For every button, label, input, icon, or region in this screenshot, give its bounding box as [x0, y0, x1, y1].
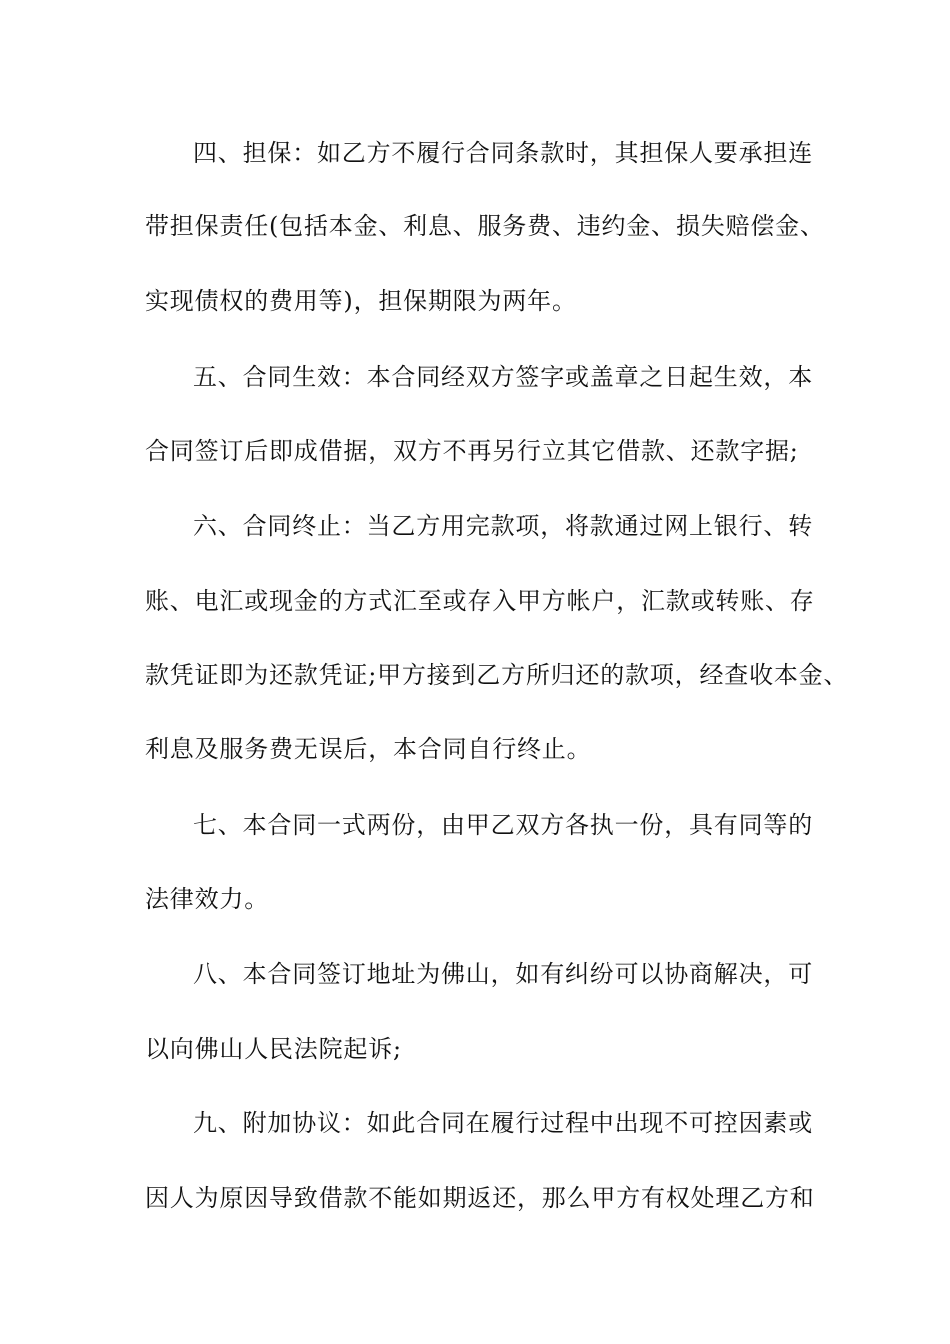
clause-5-line-1: 五、合同生效：本合同经双方签字或盖章之日起生效，本	[193, 363, 813, 391]
clause-8-line-2: 以向佛山人民法院起诉;	[145, 1035, 402, 1063]
clause-9-line-2: 因人为原因导致借款不能如期返还，那么甲方有权处理乙方和	[145, 1184, 815, 1212]
clause-6-line-4: 利息及服务费无误后，本合同自行终止。	[145, 735, 592, 763]
clause-6-line-3: 款凭证即为还款凭证;甲方接到乙方所归还的款项，经查收本金、	[145, 661, 849, 689]
clause-6-line-1: 六、合同终止：当乙方用完款项，将款通过网上银行、转	[193, 512, 813, 540]
clause-7-line-1: 七、本合同一式两份，由甲乙双方各执一份，具有同等的	[193, 811, 813, 839]
clause-8-line-1: 八、本合同签订地址为佛山，如有纠纷可以协商解决，可	[193, 960, 813, 988]
clause-6-line-2: 账、电汇或现金的方式汇至或存入甲方帐户，汇款或转账、存	[145, 587, 815, 615]
clause-4-line-1: 四、担保：如乙方不履行合同条款时，其担保人要承担连	[193, 139, 813, 167]
clause-4-line-3: 实现债权的费用等)，担保期限为两年。	[145, 287, 577, 315]
clause-9-line-1: 九、附加协议：如此合同在履行过程中出现不可控因素或	[193, 1109, 813, 1137]
clause-7-line-2: 法律效力。	[145, 885, 269, 913]
clause-4-line-2: 带担保责任(包括本金、利息、服务费、违约金、损失赔偿金、	[145, 212, 825, 240]
clause-5-line-2: 合同签订后即成借据，双方不再另行立其它借款、还款字据;	[145, 437, 799, 465]
